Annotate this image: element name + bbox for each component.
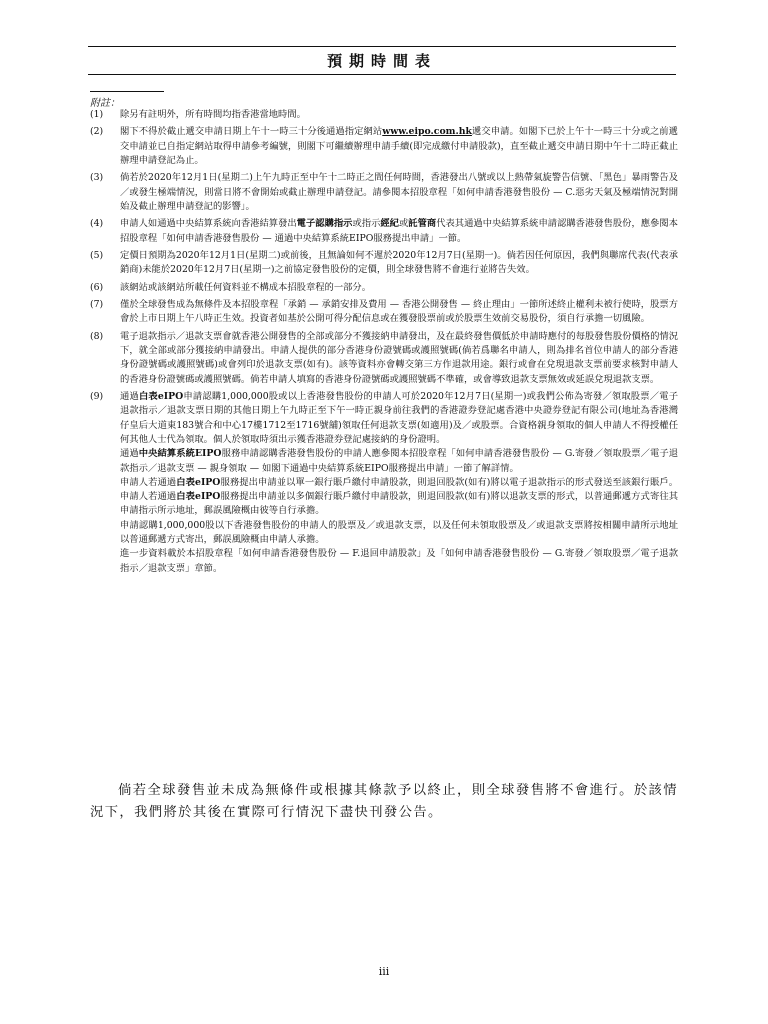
note-paragraph (120, 249, 678, 278)
note-paragraph (120, 547, 678, 576)
top-rule (88, 46, 676, 47)
bold-term: 電子認購指示 (296, 218, 353, 230)
note-text: 通過 (120, 448, 139, 460)
note-text: 服務提出申請並以單一銀行賬戶繳付申請股款，則退回股款(如有)將以電子退款指示的形式發送至該銀行賬戶。申請人若通過 (120, 476, 678, 503)
note-text: 代表其通過中央結算系統申請認購香港發售股份，應參閱本招股章程「如何申請香港發售股份 — 通過中央結算系統EIPO服務提出申請」一節。 (120, 218, 678, 244)
note-number: (1) (90, 109, 104, 120)
note-paragraph (120, 390, 678, 447)
note-body (120, 249, 678, 278)
notes-list (90, 108, 678, 579)
note-body (120, 125, 678, 168)
note-body (120, 330, 678, 387)
page-title: 預期時間表 (326, 52, 437, 70)
note-text: 定價日預期為2020年12月1日(星期二)或前後，且無論如何不遲於2020年12月7日(星期一)。倘若因任何原因，我們與聯席代表(代表承銷商)未能於2020年12月7日(星期一)之前協定發售股份的定價，則全球發售將不會進行並將告失效。 (120, 250, 678, 276)
note-paragraph (120, 281, 678, 295)
note-text: 申請認購1,000,000股或以上香港發售股份的申請人可於2020年12月7日(星期一)或我們公佈為寄發／領取股票／電子退款指示／退款支票日期的其他日期上午九時正至下午一時正親身前往我們的香港證券登記處香港中央證券登記有限公司(地址為香港灣仔皇后大道東183號合和中心17樓1712至1716號舖)領取任何退款支票(如適用)及／或股票。合資格親身領取的個人申請人不得授權任何其他人士代為領取。個人於領取時須出示獲香港證券登記處接納的身份證明。 (120, 391, 678, 445)
note-text: 閣下不得於截止遞交申請日期上午十一時三十分後通過指定網站 (120, 126, 383, 138)
note-text: 申請認購1,000,000股以下香港發售股份的申請人的股票及／或退款支票，以及任何未領取股票及／或退款支票將按相關申請所示地址以普通郵遞方式寄出，郵誤風險概由申請人承擔。 (120, 519, 678, 546)
note-number: (2) (90, 126, 104, 138)
bold-term: 白表eIPO (138, 391, 184, 403)
note-paragraph (120, 447, 678, 476)
note-text: 通過 (120, 391, 139, 403)
note-item (90, 281, 678, 295)
note-text: 除另有註明外，所有時間均指香港當地時間。 (120, 109, 306, 120)
note-text: 服務申請認購香港發售股份的申請人應參閱本招股章程「如何申請香港發售股份 — G.寄發／領取股票／電子退款指示／退款支票 — 親身領取 — 如閣下通過中央結算系統EIPO服務提出申請」一節了解詳情。 (120, 448, 678, 474)
note-body (120, 217, 678, 246)
note-body (120, 281, 678, 295)
note-number: (7) (90, 299, 104, 311)
note-text: 電子退款指示／退款支票會就香港公開發售的全部或部分不獲接納申請發出，及在最終發售價低於申請時應付的每股發售股份價格的情況下，就全部或部分獲接納申請發出。申請人提供的部分香港身份證號碼或護照號碼(倘若爲聯名申請人，則為排名首位申請人的部分香港身份證號碼或護照號碼)或會列印於退款支票(如有)。該等資料亦會轉交第三方作退款用途。銀行或會在兌現退款支票前要求核對申請人的香港身份證號碼或護照號碼。倘若申請人填寫的香港身份證號碼或護照號碼不準確，或會導致退款支票無效或延誤兌現退款支票。 (120, 330, 678, 385)
note-item (90, 217, 678, 246)
note-number: (3) (90, 172, 104, 184)
note-text: 服務提出申請並以多個銀行賬戶繳付申請股款，則退回股款(如有)將以退款支票的形式，以普通郵遞方式寄往其申請指示所示地址，郵誤風險概由彼等自行承擔。 (120, 491, 678, 517)
note-paragraph (120, 108, 678, 122)
note-paragraph (120, 476, 678, 519)
note-item (90, 108, 678, 122)
bold-term: 白表eIPO (176, 476, 221, 488)
closing-paragraph: 倘若全球發售並未成為無條件或根據其條款予以終止，則全球發售將不會進行。於該情況下，我們將於其後在實際可行情況下盡快刊發公告。 (90, 783, 678, 820)
note-item (90, 330, 678, 387)
note-number: (4) (90, 218, 104, 230)
note-number: (8) (90, 330, 104, 342)
note-text: 或指示 (352, 218, 381, 230)
notes-rule (90, 91, 164, 92)
note-body (120, 108, 678, 122)
note-item (90, 171, 678, 214)
note-body (120, 171, 678, 214)
note-item (90, 125, 678, 168)
note-number: (5) (90, 250, 104, 262)
note-paragraph (120, 330, 678, 387)
website-link: www.eipo.com.hk (382, 126, 472, 138)
note-paragraph (120, 519, 678, 548)
note-paragraph (120, 171, 678, 214)
note-item (90, 249, 678, 278)
notes-label: 附註： (90, 98, 120, 109)
title-rule (88, 74, 676, 75)
note-text: 申請人如通過中央結算系統向香港結算發出 (120, 218, 297, 230)
note-text: 或 (398, 218, 409, 230)
bold-term: 託管商 (408, 218, 437, 230)
bold-term: 中央結算系統EIPO (138, 448, 222, 460)
note-item (90, 390, 678, 576)
note-text: 倘若於2020年12月1日(星期二)上午九時正至中午十二時正之間任何時間，香港發出八號或以上熱帶氣旋警告信號、「黑色」暴雨警告及／或發生極端情況，則當日將不會開始或截止辦理申請登記。請參閱本招股章程「如何申請香港發售股份 — C.惡劣天氣及極端情況對開始及截止辦理申請登記的影響」。 (120, 172, 678, 212)
note-item (90, 298, 678, 327)
note-paragraph (120, 217, 678, 246)
note-paragraph (120, 125, 678, 168)
note-text: 遞交申請。如閣下已於上午十一時三十分或之前遞交申請並已自指定網站取得申請參考編號，則閣下可繼續辦理申請手續(即完成繳付申請股款)，直至截止遞交申請日期中午十二時正截止辦理申請登記為止。 (120, 126, 678, 166)
bold-term: 經紀 (380, 218, 399, 230)
note-paragraph (120, 298, 678, 327)
note-text: 進一步資料載於本招股章程「如何申請香港發售股份 — F.退回申請股款」及「如何申請香港發售股份 — G.寄發／領取股票／電子退款指示／退款支票」章節。 (120, 548, 678, 574)
bold-term: 白表eIPO (176, 491, 221, 503)
note-text: 申請人若通過 (120, 476, 177, 488)
note-body (120, 298, 678, 327)
note-number: (6) (90, 281, 104, 293)
note-text: 僅於全球發售成為無條件及本招股章程「承銷 — 承銷安排及費用 — 香港公開發售 — 終止理由」一節所述終止權利未被行使時，股票方會於上市日期上午八時正生效。投資者如基於公開可得分配信息或在獲發股票前或於股票生效前交易股份，須自行承擔一切風險。 (120, 299, 678, 325)
note-number: (9) (90, 391, 104, 403)
note-body (120, 390, 678, 576)
note-text: 該網站或該網站所載任何資料並不構成本招股章程的一部分。 (120, 281, 372, 293)
page-number: iii (378, 965, 390, 978)
